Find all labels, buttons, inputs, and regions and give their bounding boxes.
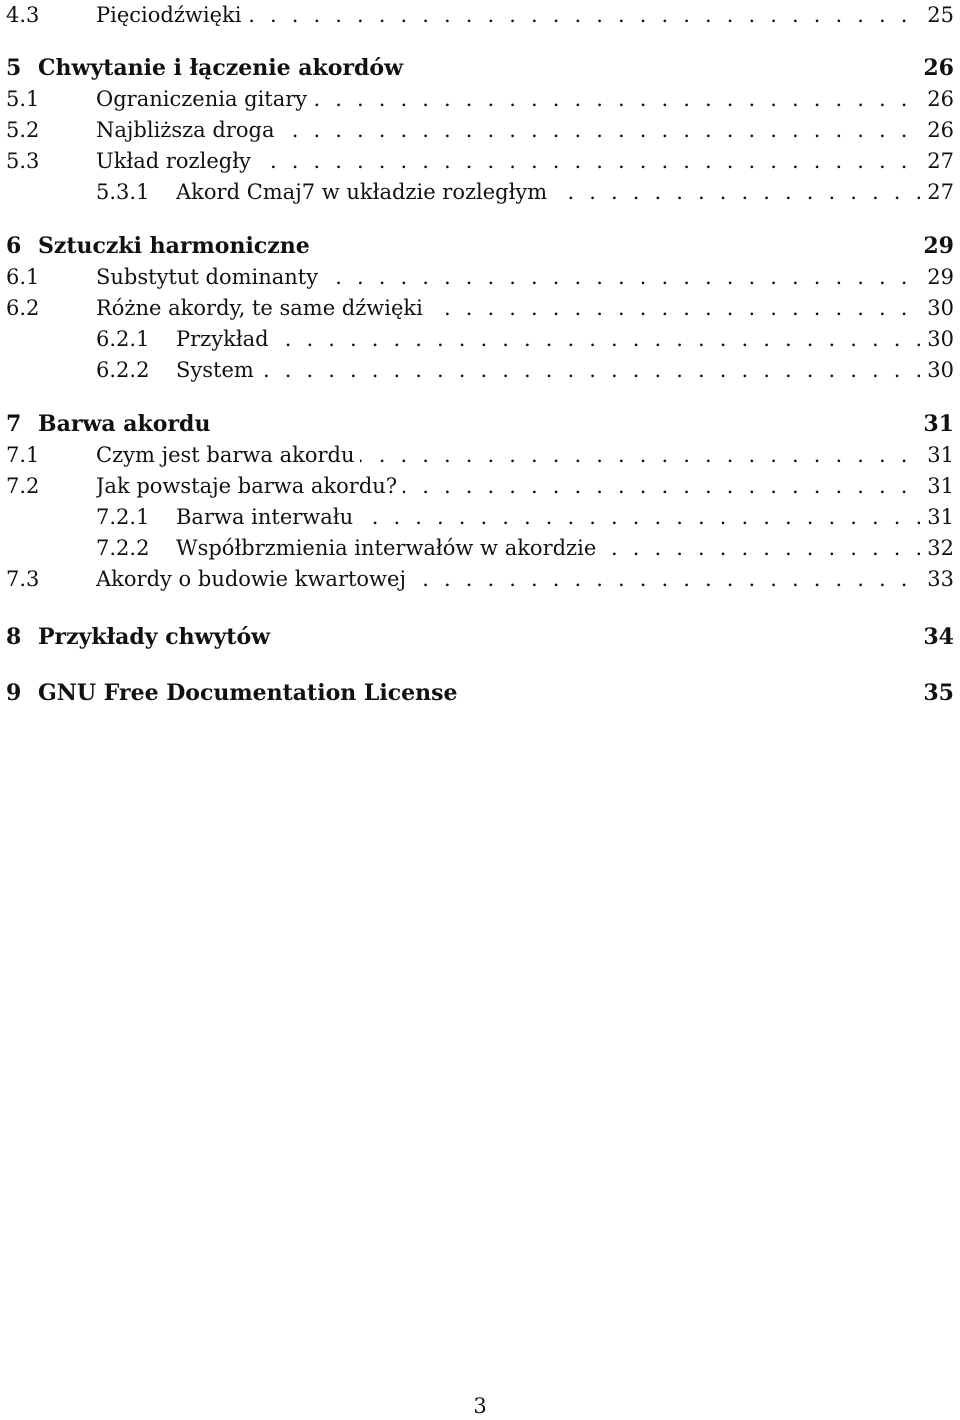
- toc-entry-section[interactable]: [0, 564, 960, 594]
- page-number: 3: [473, 1394, 487, 1418]
- toc-entry-page: 27: [923, 146, 954, 176]
- toc-entry-number: 7.1: [6, 443, 40, 467]
- toc-entry-title: Przykłady chwytów: [38, 624, 276, 650]
- toc-entry-title: Akordy o budowie kwartowej: [96, 567, 412, 591]
- toc-entry-chapter[interactable]: [0, 231, 960, 261]
- toc-entry-chapter[interactable]: [0, 678, 960, 708]
- toc-entry-number: 6.2.2: [96, 358, 150, 382]
- toc-entry-section[interactable]: [0, 262, 960, 292]
- toc-entry-title: Chwytanie i łączenie akordów: [38, 55, 409, 81]
- toc-entry-page: 33: [923, 564, 954, 594]
- toc-entry-page: 31: [923, 471, 954, 501]
- toc-entry-page: 32: [923, 533, 954, 563]
- toc-entry-chapter[interactable]: [0, 409, 960, 439]
- toc-entry-subsection[interactable]: [0, 355, 960, 385]
- toc-entry-number: 6.2.1: [96, 327, 150, 351]
- toc-entry-title: Ograniczenia gitary: [96, 87, 313, 111]
- toc-entry-number: 7.3: [6, 567, 40, 591]
- toc-entry-title: Różne akordy, te same dźwięki: [96, 296, 429, 320]
- toc-entry-page: 29: [919, 231, 954, 261]
- toc-entry-page: 31: [923, 502, 954, 532]
- toc-entry-title: System: [176, 358, 260, 382]
- toc-entry-section[interactable]: [0, 471, 960, 501]
- toc-entry-page: 30: [923, 324, 954, 354]
- toc-entry-title: Najbliższa droga: [96, 118, 280, 142]
- toc-entry-number: 6.2: [6, 296, 40, 320]
- toc-entry-page: 29: [923, 262, 954, 292]
- toc-entry-number: 5.1: [6, 87, 40, 111]
- toc-entry-number: 7.2.2: [96, 536, 150, 560]
- toc-entry-section[interactable]: [0, 115, 960, 145]
- toc-entry-chapter[interactable]: [0, 622, 960, 652]
- toc-entry-title: Czym jest barwa akordu: [96, 443, 360, 467]
- toc-entry-chapter[interactable]: [0, 53, 960, 83]
- toc-entry-number: 7.2.1: [96, 505, 150, 529]
- toc-entry-title: Substytut dominanty: [96, 265, 324, 289]
- toc-entry-title: Pięciodźwięki: [96, 3, 247, 27]
- toc-entry-page: 30: [923, 293, 954, 323]
- toc-entry-title: Układ rozległy: [96, 149, 257, 173]
- toc-entry-title: Akord Cmaj7 w układzie rozległym: [176, 180, 553, 204]
- toc-entry-page: 27: [923, 177, 954, 207]
- toc-entry-section[interactable]: [0, 84, 960, 114]
- toc-entry-page: 31: [919, 409, 954, 439]
- toc-entry-title: Jak powstaje barwa akordu?: [96, 474, 403, 498]
- toc-entry-number: 7: [6, 411, 22, 437]
- toc-entry-number: 6: [6, 233, 22, 259]
- toc-entry-page: 26: [923, 115, 954, 145]
- toc-entry-title: GNU Free Documentation License: [38, 680, 464, 706]
- toc-entry-title: Sztuczki harmoniczne: [38, 233, 316, 259]
- toc-entry-subsection[interactable]: [0, 502, 960, 532]
- toc-entry-number: 5: [6, 55, 22, 81]
- toc-entry-page: 35: [919, 678, 954, 708]
- toc-entry-number: 4.3: [6, 3, 40, 27]
- toc-entry-subsection[interactable]: [0, 177, 960, 207]
- toc-entry-number: 9: [6, 680, 22, 706]
- toc-entry-number: 7.2: [6, 474, 40, 498]
- toc-entry-page: 26: [923, 84, 954, 114]
- toc-entry-number: 6.1: [6, 265, 40, 289]
- toc-entry-title: Przykład: [176, 327, 275, 351]
- toc-entry-section[interactable]: [0, 440, 960, 470]
- toc-entry-page: 34: [919, 622, 954, 652]
- toc-entry-section[interactable]: [0, 0, 960, 30]
- toc-entry-subsection[interactable]: [0, 533, 960, 563]
- toc-entry-page: 30: [923, 355, 954, 385]
- toc-entry-title: Barwa interwału: [176, 505, 359, 529]
- toc-entry-number: 5.3: [6, 149, 40, 173]
- toc-entry-page: 26: [919, 53, 954, 83]
- toc-entry-number: 5.2: [6, 118, 40, 142]
- toc-entry-number: 5.3.1: [96, 180, 150, 204]
- toc-entry-section[interactable]: [0, 146, 960, 176]
- toc-entry-subsection[interactable]: [0, 324, 960, 354]
- toc-entry-title: Barwa akordu: [38, 411, 216, 437]
- toc-entry-number: 8: [6, 624, 22, 650]
- toc-entry-page: 31: [923, 440, 954, 470]
- toc-entry-title: Współbrzmienia interwałów w akordzie: [176, 536, 602, 560]
- toc-entry-page: 25: [923, 0, 954, 30]
- toc-entry-section[interactable]: [0, 293, 960, 323]
